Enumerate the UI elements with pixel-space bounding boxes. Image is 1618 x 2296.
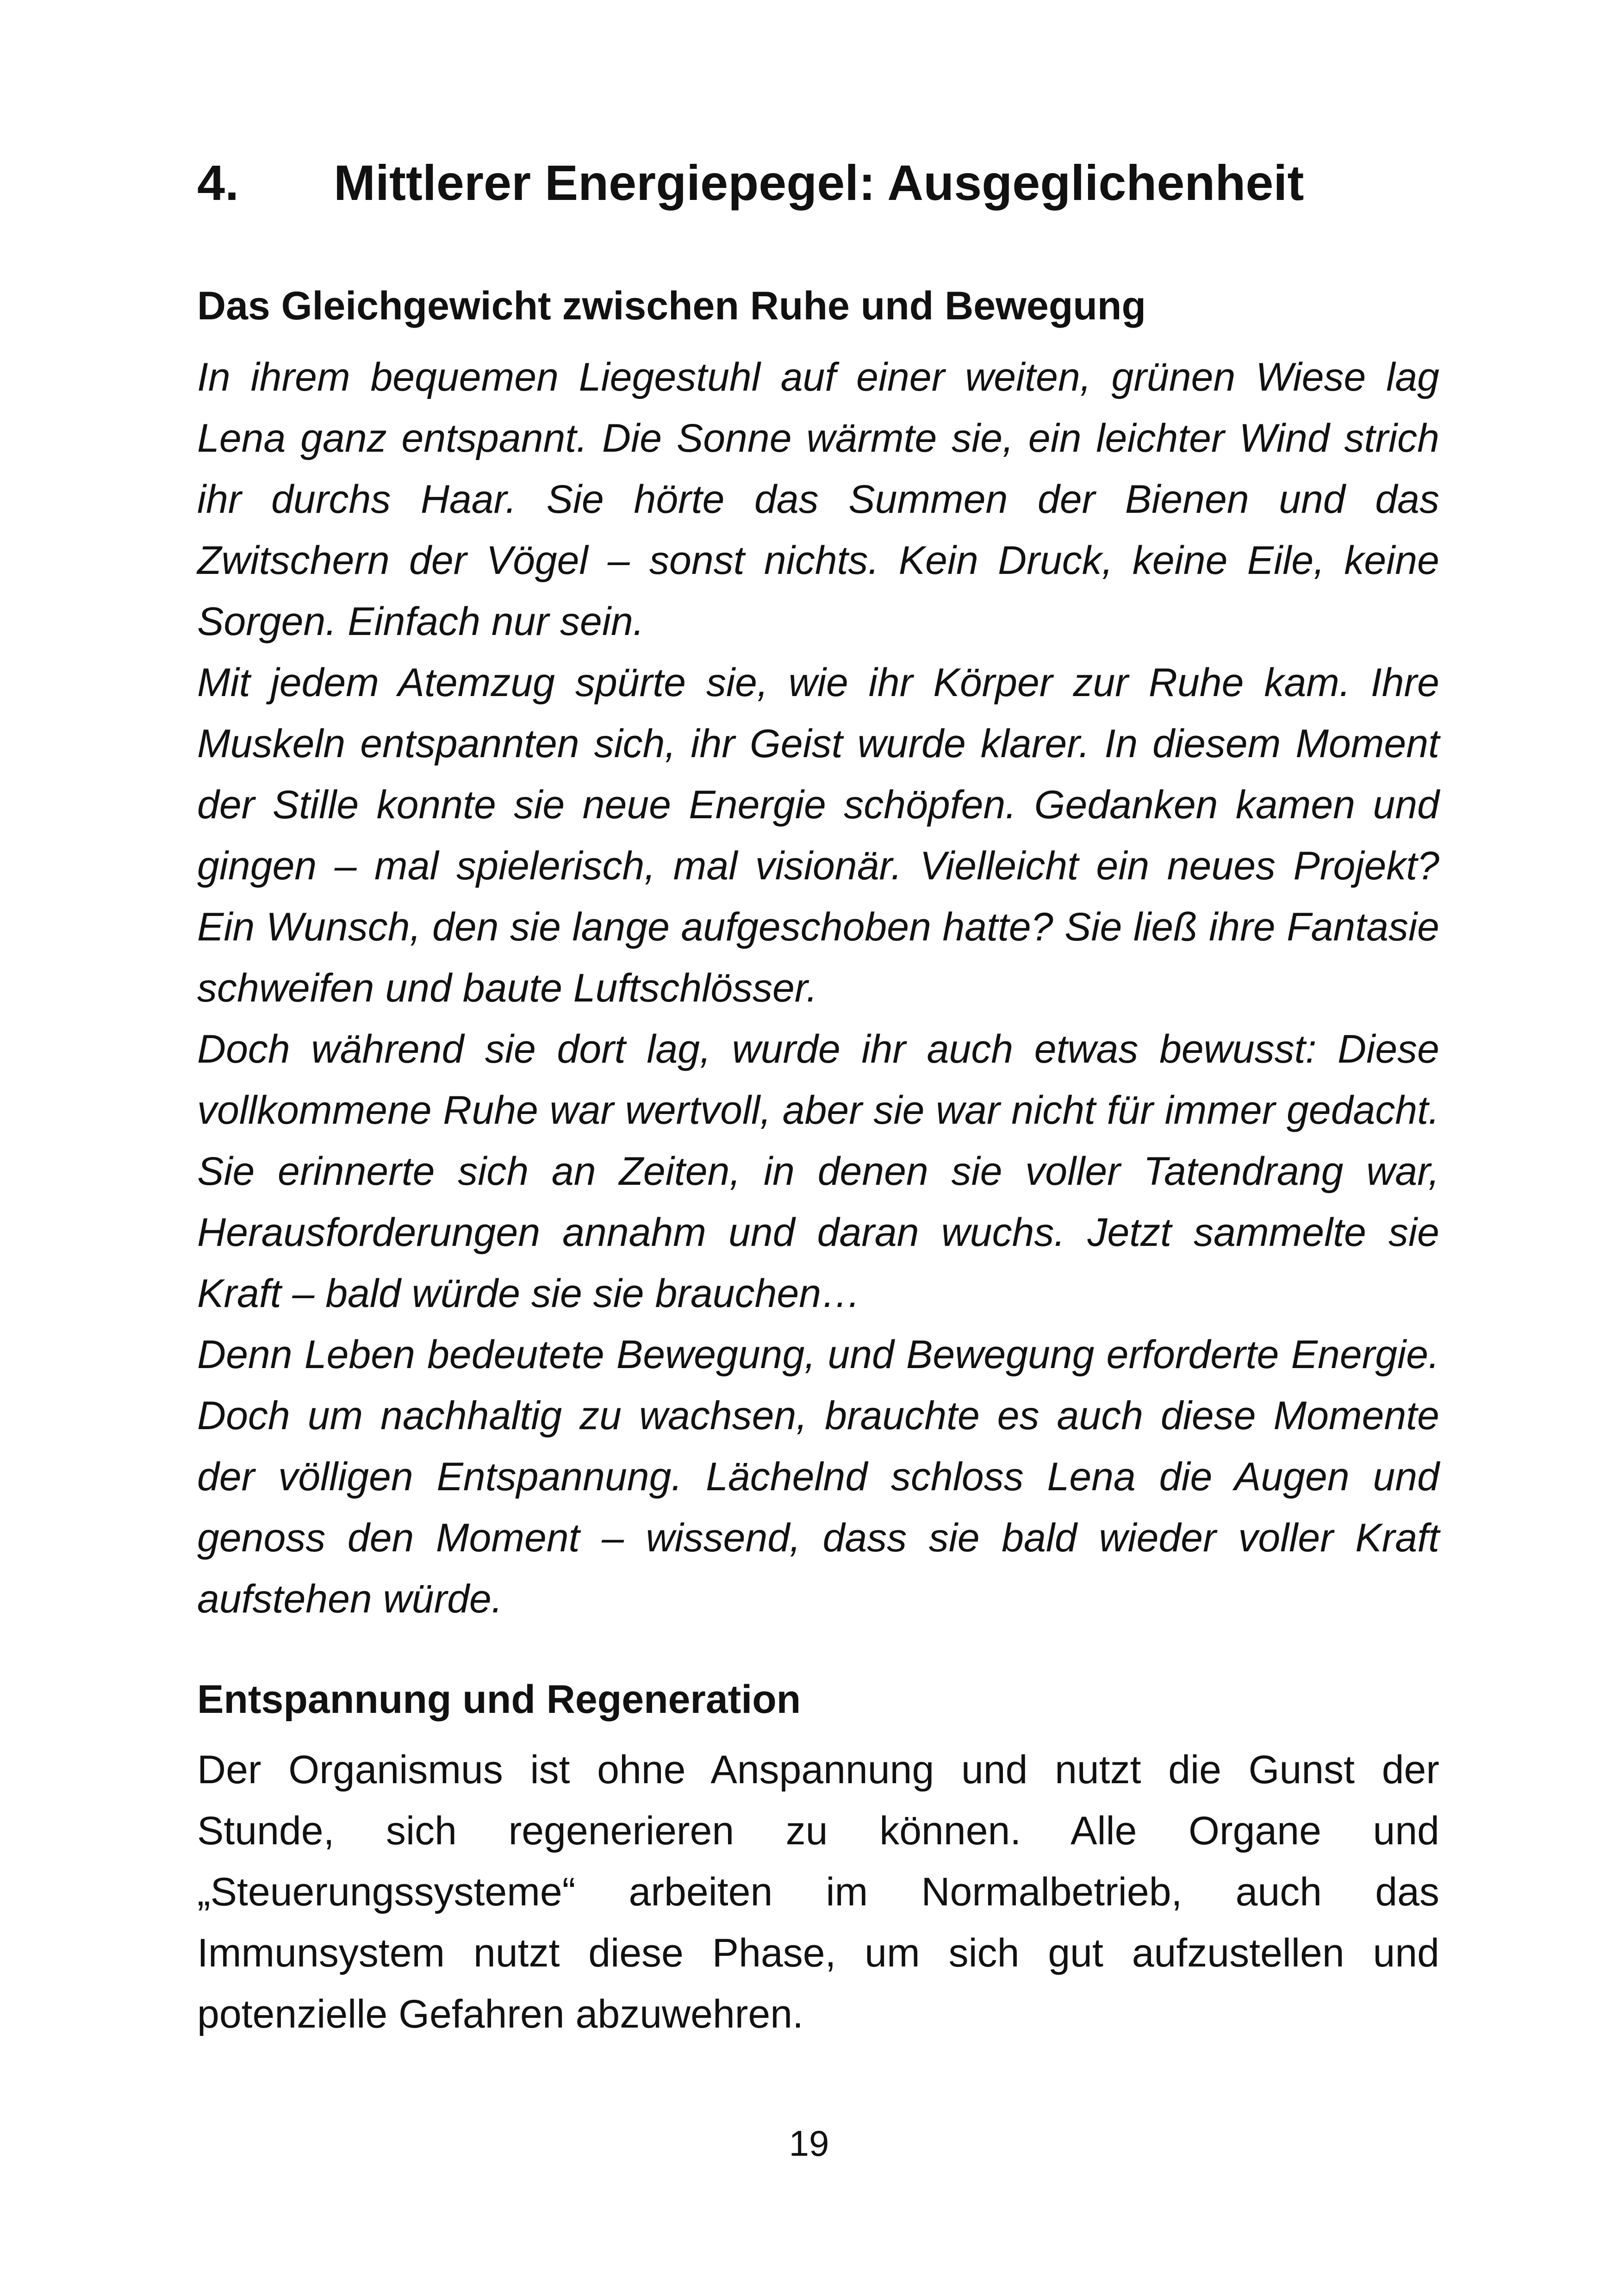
section-heading: Das Gleichgewicht zwischen Ruhe und Bewegung bbox=[197, 283, 1146, 328]
page-content bbox=[197, 153, 1439, 2045]
chapter-title bbox=[197, 153, 1439, 213]
body-paragraph: Der Organismus ist ohne Anspannung und nutzt die Gunst der Stunde, sich regenerieren zu können. Alle Organe und „Steuerungssysteme“ arbeiten im Normalbetrieb, auch das Immunsystem nutzt diese Phase, um sich gut aufzustellen und potenzielle Gefahren abzuwehren. bbox=[197, 1747, 1439, 2036]
story-paragraph: Denn Leben bedeutete Bewegung, und Bewegung erforderte Energie. Doch um nachhaltig zu wachsen, brauchte es auch diese Momente der völligen Entspannung. Lächelnd schloss Lena die Augen und genoss den Moment – wissend, dass sie bald wieder voller Kraft aufstehen würde. bbox=[197, 1332, 1439, 1621]
story-paragraph: In ihrem bequemen Liegestuhl auf einer weiten, grünen Wiese lag Lena ganz entspannt. Die Sonne wärmte sie, ein leichter Wind strich ihr durchs Haar. Sie hörte das Summen der Bienen und das Zwitschern der Vögel – sonst nichts. Kein Druck, keine Eile, keine Sorgen. Einfach nur sein. bbox=[197, 355, 1439, 644]
section-balance bbox=[197, 282, 1439, 1630]
chapter-title-text: Mittlerer Energiepegel: Ausgeglichenheit bbox=[334, 155, 1304, 211]
section-regeneration bbox=[197, 1676, 1439, 2045]
story-paragraph: Doch während sie dort lag, wurde ihr auch etwas bewusst: Diese vollkommene Ruhe war wertvoll, aber sie war nicht für immer gedacht. Sie erinnerte sich an Zeiten, in denen sie voller Tatendrang war, Herausforderungen annahm und daran wuchs. Jetzt sammelte sie Kraft – bald würde sie sie brauchen… bbox=[197, 1027, 1439, 1316]
chapter-number: 4. bbox=[197, 155, 239, 211]
story-paragraph: Mit jedem Atemzug spürte sie, wie ihr Körper zur Ruhe kam. Ihre Muskeln entspannten sich, ihr Geist wurde klarer. In diesem Moment der Stille konnte sie neue Energie schöpfen. Gedanken kamen und gingen – mal spielerisch, mal visionär. Vielleicht ein neues Projekt? Ein Wunsch, den sie lange aufgeschoben hatte? Sie ließ ihre Fantasie schweifen und baute Luftschlösser. bbox=[197, 660, 1439, 1010]
section-heading: Entspannung und Regeneration bbox=[197, 1677, 801, 1722]
page-number: 19 bbox=[789, 2123, 829, 2164]
